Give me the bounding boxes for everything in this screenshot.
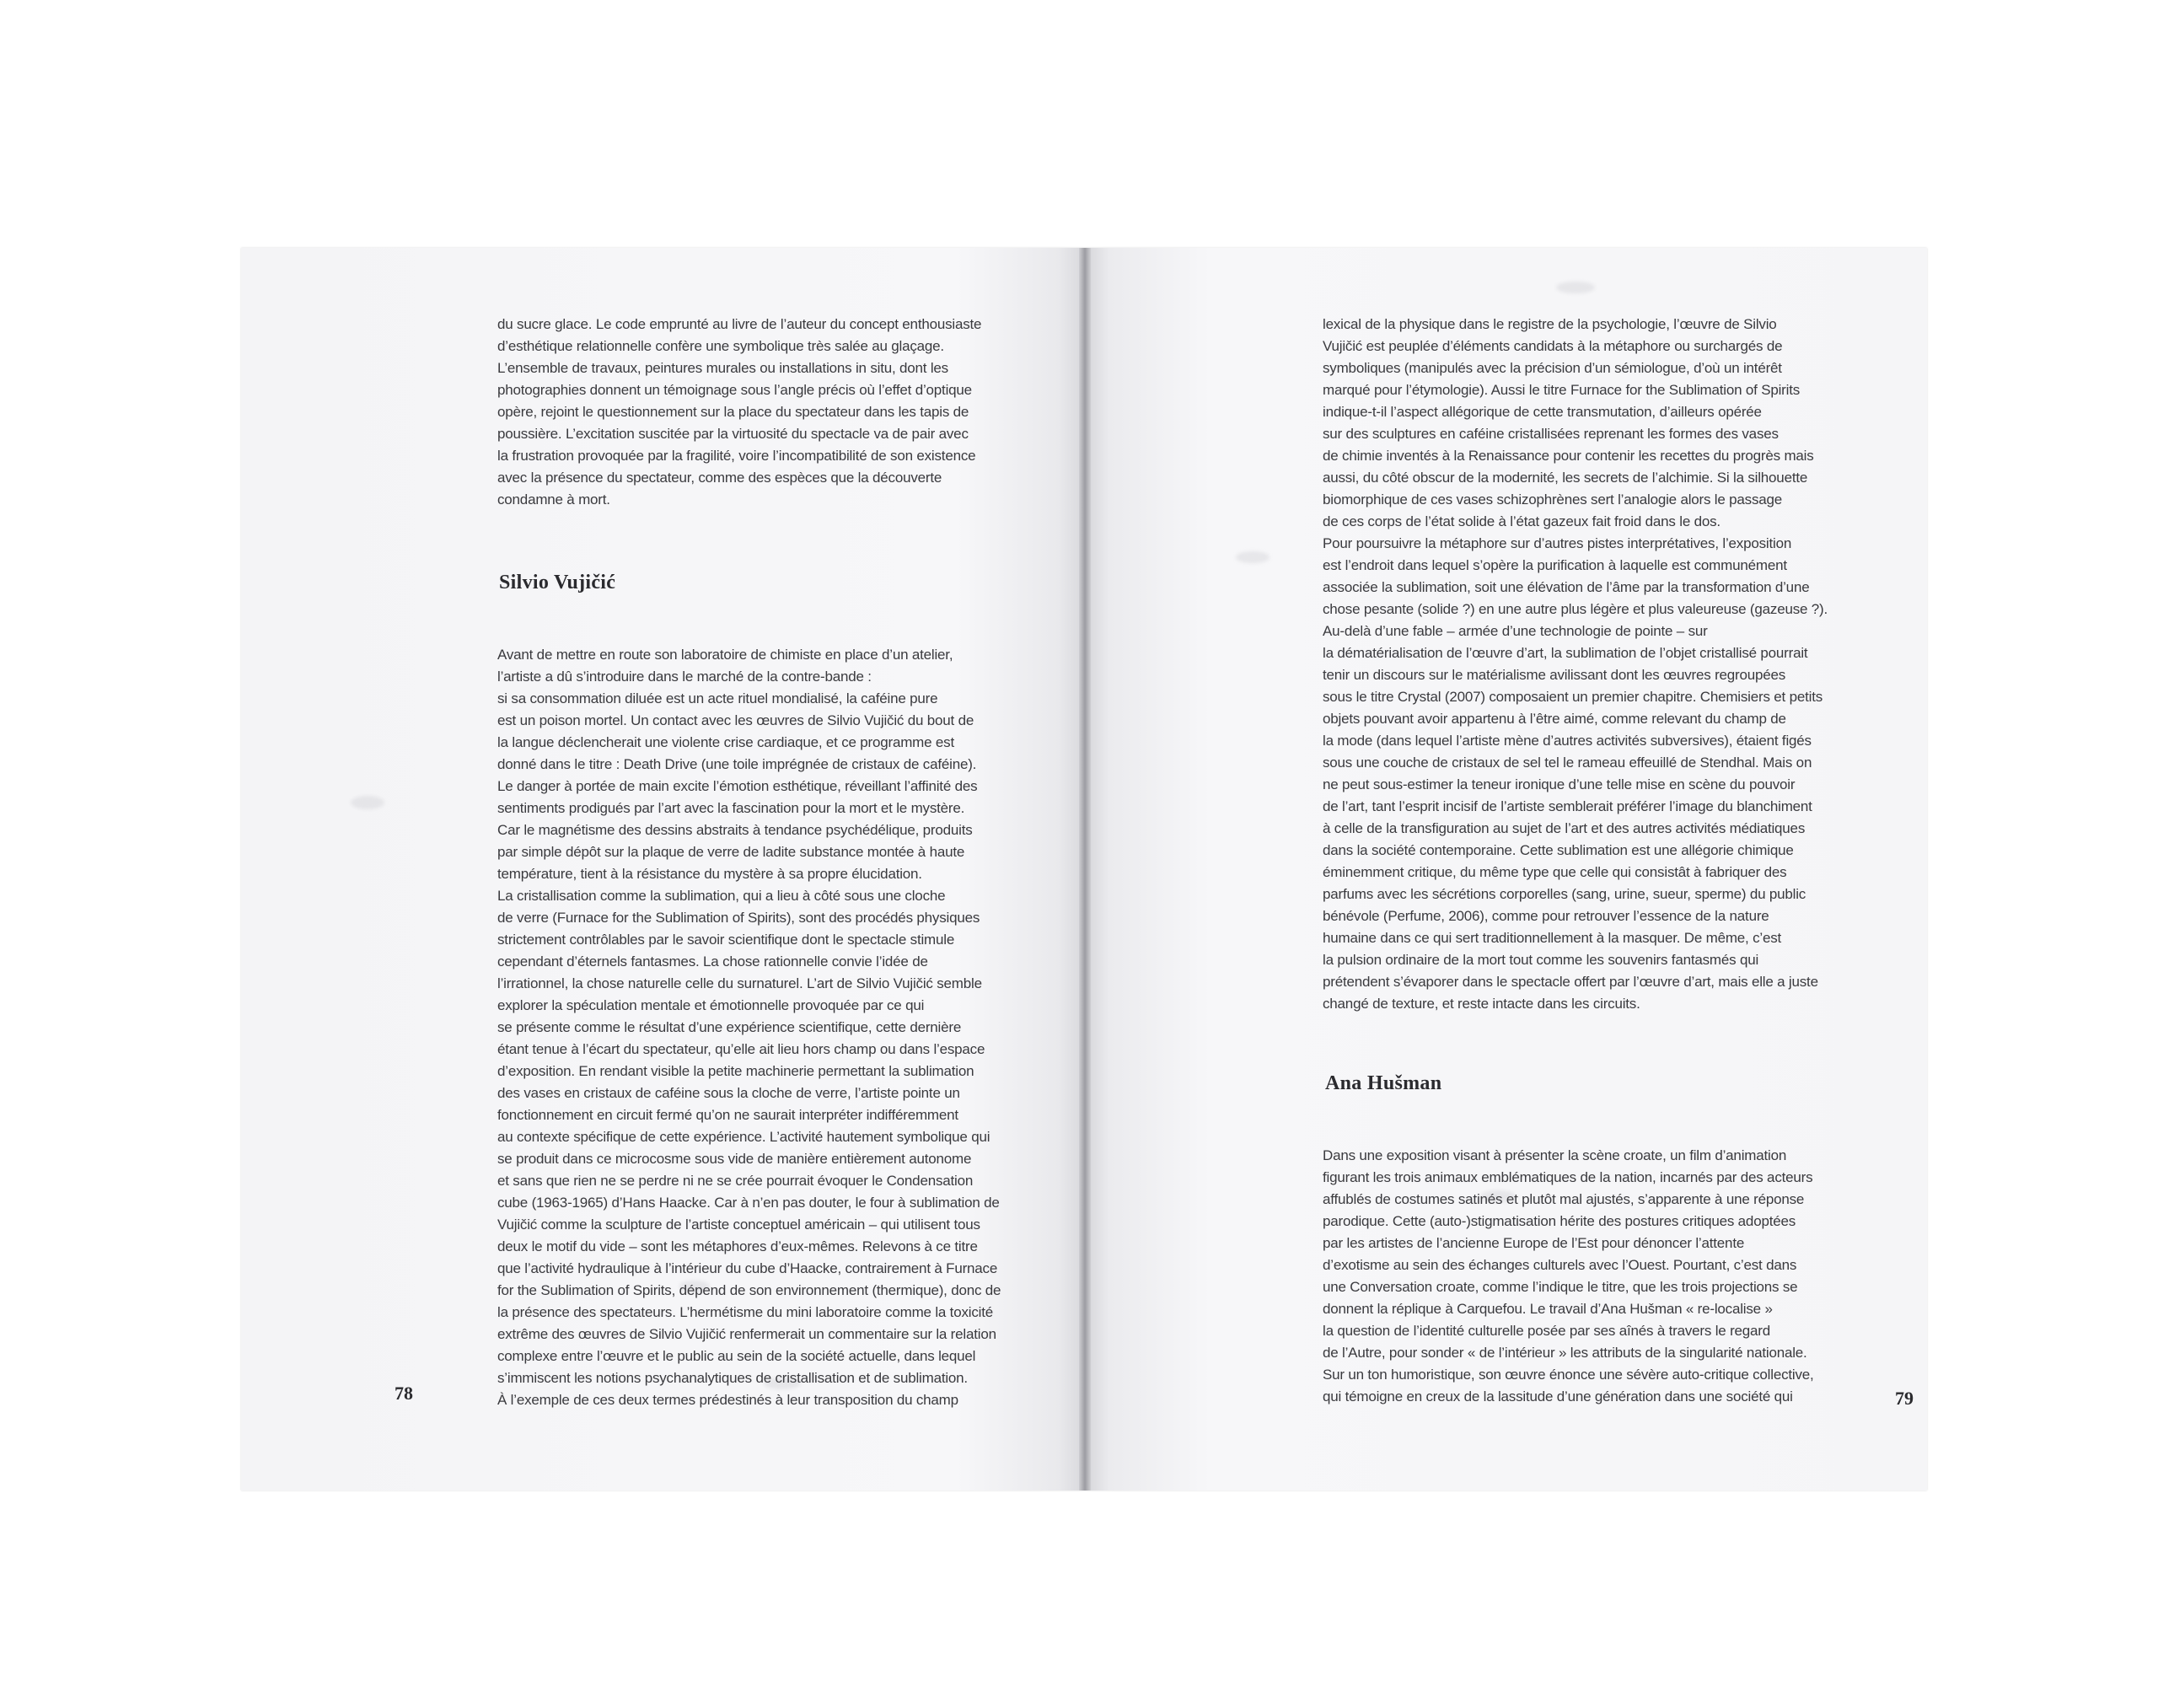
text-line: Car le magnétisme des dessins abstraits à tendance psychédélique, produits [497, 822, 973, 838]
text-line: deux le motif du vide – sont les métaphores d’eux-mêmes. Relevons à ce titre [497, 1238, 978, 1254]
text-line: est un poison mortel. Un contact avec les œuvres de Silvio Vujičić du bout de [497, 712, 974, 728]
text-line: d’exposition. En rendant visible la petite machinerie permettant la sublimation [497, 1063, 974, 1079]
text-line: humaine dans ce qui sert traditionnellement à la masquer. De même, c’est [1323, 930, 1782, 946]
text-line: l’irrationnel, la chose naturelle celle du surnaturel. L’art de Silvio Vujičić semble [497, 975, 982, 991]
text-line: La cristallisation comme la sublimation, qui a lieu à côté sous une cloche [497, 888, 946, 904]
text-line: est l’endroit dans lequel s’opère la purification à laquelle est communément [1323, 557, 1787, 573]
text-line: une Conversation croate, comme l’indique le titre, que les trois projections se [1323, 1279, 1798, 1295]
right-intro-text [1323, 314, 1879, 1015]
text-line: d’exotisme au sein des échanges culturels avec l’Ouest. Pourtant, c’est dans [1323, 1257, 1797, 1273]
text-line: sous une couche de cristaux de sel tel le rameau effeuillé de Stendhal. Mais on [1323, 755, 1812, 771]
text-line: avec la présence du spectateur, comme des espèces que la découverte [497, 470, 942, 486]
text-line: sentiments prodigués par l’art avec la fascination pour la mort et le mystère. [497, 800, 965, 816]
text-line: étant tenue à l’écart du spectateur, qu’elle ait lieu hors champ ou dans l’espace [497, 1041, 985, 1057]
text-line: opère, rejoint le questionnement sur la place du spectateur dans les tapis de [497, 404, 969, 420]
text-line: Vujičić comme la sculpture de l’artiste conceptuel américain – qui utilisent tous [497, 1217, 980, 1233]
text-line: donnent la réplique à Carquefou. Le travail d’Ana Hušman « re-localise » [1323, 1301, 1773, 1317]
book-gutter [1079, 248, 1091, 1490]
text-line: à celle de la transfiguration au sujet de l’art et des autres activités médiatiques [1323, 820, 1806, 836]
text-line: Vujičić est peuplée d’éléments candidats à la métaphore ou surchargés de [1323, 338, 1783, 354]
text-line: cependant d’éternels fantasmes. La chose rationnelle convie l’idée de [497, 953, 928, 969]
text-line: par simple dépôt sur la plaque de verre de ladite substance montée à haute [497, 844, 965, 860]
text-line: la frustration provoquée par la fragilité, voire l’incompatibilité de son existence [497, 448, 976, 464]
text-line: affublés de costumes satinés et plutôt mal ajustés, s’apparente à une réponse [1323, 1191, 1805, 1207]
text-line: fonctionnement en circuit fermé qu’on ne saurait interpréter indifféremment [497, 1107, 958, 1123]
text-line: ne peut sous-estimer la teneur ironique d’une telle mise en scène du pouvoir [1323, 776, 1796, 792]
text-line: tenir un discours sur le matérialisme avilissant dont les œuvres regroupées [1323, 667, 1786, 683]
text-line: d’esthétique relationnelle confère une symbolique très salée au glaçage. [497, 338, 944, 354]
text-line: Avant de mettre en route son laboratoire de chimiste en place d’un atelier, [497, 647, 953, 663]
text-line: des vases en cristaux de caféine sous la cloche de verre, l’artiste pointe un [497, 1085, 960, 1101]
text-line: de l’Autre, pour sonder « de l’intérieur » les attributs de la singularité nationale. [1323, 1345, 1807, 1361]
text-line: poussière. L’excitation suscitée par la virtuosité du spectacle va de pair avec [497, 426, 969, 442]
text-line: si sa consommation diluée est un acte rituel mondialisé, la caféine pure [497, 690, 938, 706]
text-line: et sans que rien ne se perdre ni ne se crée pourrait évoquer le Condensation [497, 1173, 974, 1189]
text-line: s’immiscent les notions psychanalytiques de cristallisation et de sublimation. [497, 1370, 968, 1386]
text-line: la question de l’identité culturelle posée par ses aînés à travers le regard [1323, 1323, 1771, 1339]
text-line: figurant les trois animaux emblématiques de la nation, incarnés par des acteurs [1323, 1169, 1813, 1185]
text-line: prétendent s’évaporer dans le spectacle offert par l’œuvre d’art, mais elle a juste [1323, 974, 1818, 990]
text-line: Le danger à portée de main excite l’émotion esthétique, réveillant l’affinité des [497, 778, 978, 794]
text-line: température, tient à la résistance du mystère à sa propre élucidation. [497, 866, 922, 882]
text-line: Au-delà d’une fable – armée d’une technologie de pointe – sur [1323, 623, 1708, 639]
right-body-text [1323, 1145, 1879, 1408]
text-line: la pulsion ordinaire de la mort tout comme les souvenirs fantasmés qui [1323, 952, 1759, 968]
text-line: par les artistes de l’ancienne Europe de l’Est pour dénoncer l’attente [1323, 1235, 1745, 1251]
text-line: lexical de la physique dans le registre de la psychologie, l’œuvre de Silvio [1323, 316, 1777, 332]
text-line: cube (1963-1965) d’Hans Haacke. Car à n’en pas douter, le four à sublimation de [497, 1195, 1000, 1211]
text-line: complexe entre l’œuvre et le public au sein de la société actuelle, dans lequel [497, 1348, 976, 1364]
text-line: parfums avec les sécrétions corporelles (sang, urine, sueur, sperme) du public [1323, 886, 1806, 902]
text-line: changé de texture, et reste intacte dans les circuits. [1323, 996, 1640, 1012]
text-line: objets pouvant avoir appartenu à l’être aimé, comme relevant du champ de [1323, 711, 1786, 727]
text-line: condamne à mort. [497, 491, 610, 508]
text-line: chose pesante (solide ?) en une autre plus légère et plus valeureuse (gazeuse ?). [1323, 601, 1828, 617]
text-line: Dans une exposition visant à présenter la scène croate, un film d’animation [1323, 1147, 1787, 1163]
text-line: de ces corps de l’état solide à l’état gazeux fait froid dans le dos. [1323, 513, 1720, 529]
text-line: aussi, du côté obscur de la modernité, les secrets de l’alchimie. Si la silhouette [1323, 470, 1808, 486]
text-line: éminemment critique, du même type que celle qui consistât à fabriquer des [1323, 864, 1787, 880]
text-line: qui témoigne en creux de la lassitude d’une génération dans une société qui [1323, 1388, 1793, 1405]
text-line: marqué pour l’étymologie). Aussi le titre Furnace for the Sublimation of Spirits [1323, 382, 1801, 398]
text-line: la présence des spectateurs. L’hermétisme du mini laboratoire comme la toxicité [497, 1304, 993, 1320]
text-line: du sucre glace. Le code emprunté au livre de l’auteur du concept enthousiaste [497, 316, 982, 332]
text-line: que l’activité hydraulique à l’intérieur du cube d’Haacke, contrairement à Furnace [497, 1260, 998, 1276]
text-line: strictement contrôlables par le savoir scientifique dont le spectacle stimule [497, 932, 955, 948]
text-line: L’ensemble de travaux, peintures murales ou installations in situ, dont les [497, 360, 948, 376]
text-line: extrême des œuvres de Silvio Vujičić renfermerait un commentaire sur la relation [497, 1326, 996, 1342]
text-line: associée la sublimation, soit une élévation de l’âme par la transformation d’une [1323, 579, 1810, 595]
text-line: se produit dans ce microcosme sous vide de manière entièrement autonome [497, 1151, 972, 1167]
text-line: de chimie inventés à la Renaissance pour contenir les recettes du progrès mais [1323, 448, 1814, 464]
text-line: dans la société contemporaine. Cette sublimation est une allégorie chimique [1323, 842, 1794, 858]
text-line: la mode (dans lequel l’artiste mène d’autres activités subversives), étaient figés [1323, 733, 1812, 749]
text-line: Sur un ton humoristique, son œuvre énonce une sévère auto-critique collective, [1323, 1367, 1814, 1383]
text-line: donné dans le titre : Death Drive (une toile imprégnée de cristaux de caféine). [497, 756, 977, 772]
text-line: sur des sculptures en caféine cristallisées reprenant les formes des vases [1323, 426, 1779, 442]
right-page [1084, 248, 1927, 1490]
text-line: Pour poursuivre la métaphore sur d’autres pistes interprétatives, l’exposition [1323, 535, 1792, 551]
text-line: la langue déclencherait une violente crise cardiaque, et ce programme est [497, 734, 955, 750]
text-line: de l’art, tant l’esprit incisif de l’artiste semblerait préférer l’image du blanchiment [1323, 798, 1812, 814]
text-line: parodique. Cette (auto-)stigmatisation hérite des postures critiques adoptées [1323, 1213, 1796, 1229]
heading-ana-husman: Ana Hušman [1325, 1072, 1442, 1094]
text-line: photographies donnent un témoignage sous l’angle précis où l’effet d’optique [497, 382, 972, 398]
left-intro-text [497, 314, 1045, 511]
heading-silvio-vujicic: Silvio Vujičić [499, 572, 616, 594]
text-line: biomorphique de ces vases schizophrènes sert l’analogie alors le passage [1323, 491, 1783, 508]
text-line: au contexte spécifique de cette expérience. L’activité hautement symbolique qui [497, 1129, 990, 1145]
text-line: bénévole (Perfume, 2006), comme pour retrouver l’essence de la nature [1323, 908, 1769, 924]
page-number-left: 78 [395, 1383, 413, 1404]
text-line: de verre (Furnace for the Sublimation of Spirits), sont des procédés physiques [497, 910, 980, 926]
text-line: la dématérialisation de l’œuvre d’art, la sublimation de l’objet cristallisé pourrait [1323, 645, 1808, 661]
page-number-right: 79 [1895, 1388, 1914, 1409]
text-line: l’artiste a dû s’introduire dans le marché de la contre-bande : [497, 669, 872, 685]
text-line: symboliques (manipulés avec la précision d’un sémiologue, d’où un intérêt [1323, 360, 1782, 376]
text-line: explorer la spéculation mentale et émotionnelle provoquée par ce qui [497, 997, 925, 1013]
text-line: sous le titre Crystal (2007) composaient un premier chapitre. Chemisiers et petits [1323, 689, 1823, 705]
book-spread [241, 248, 1927, 1490]
left-body-text [497, 644, 1045, 1411]
text-line: se présente comme le résultat d’une expérience scientifique, cette dernière [497, 1019, 962, 1035]
text-line: À l’exemple de ces deux termes prédestinés à leur transposition du champ [497, 1392, 958, 1408]
text-line: indique-t-il l’aspect allégorique de cette transmutation, d’ailleurs opérée [1323, 404, 1762, 420]
text-line: for the Sublimation of Spirits, dépend de son environnement (thermique), donc de [497, 1282, 1001, 1298]
left-page [241, 248, 1084, 1490]
